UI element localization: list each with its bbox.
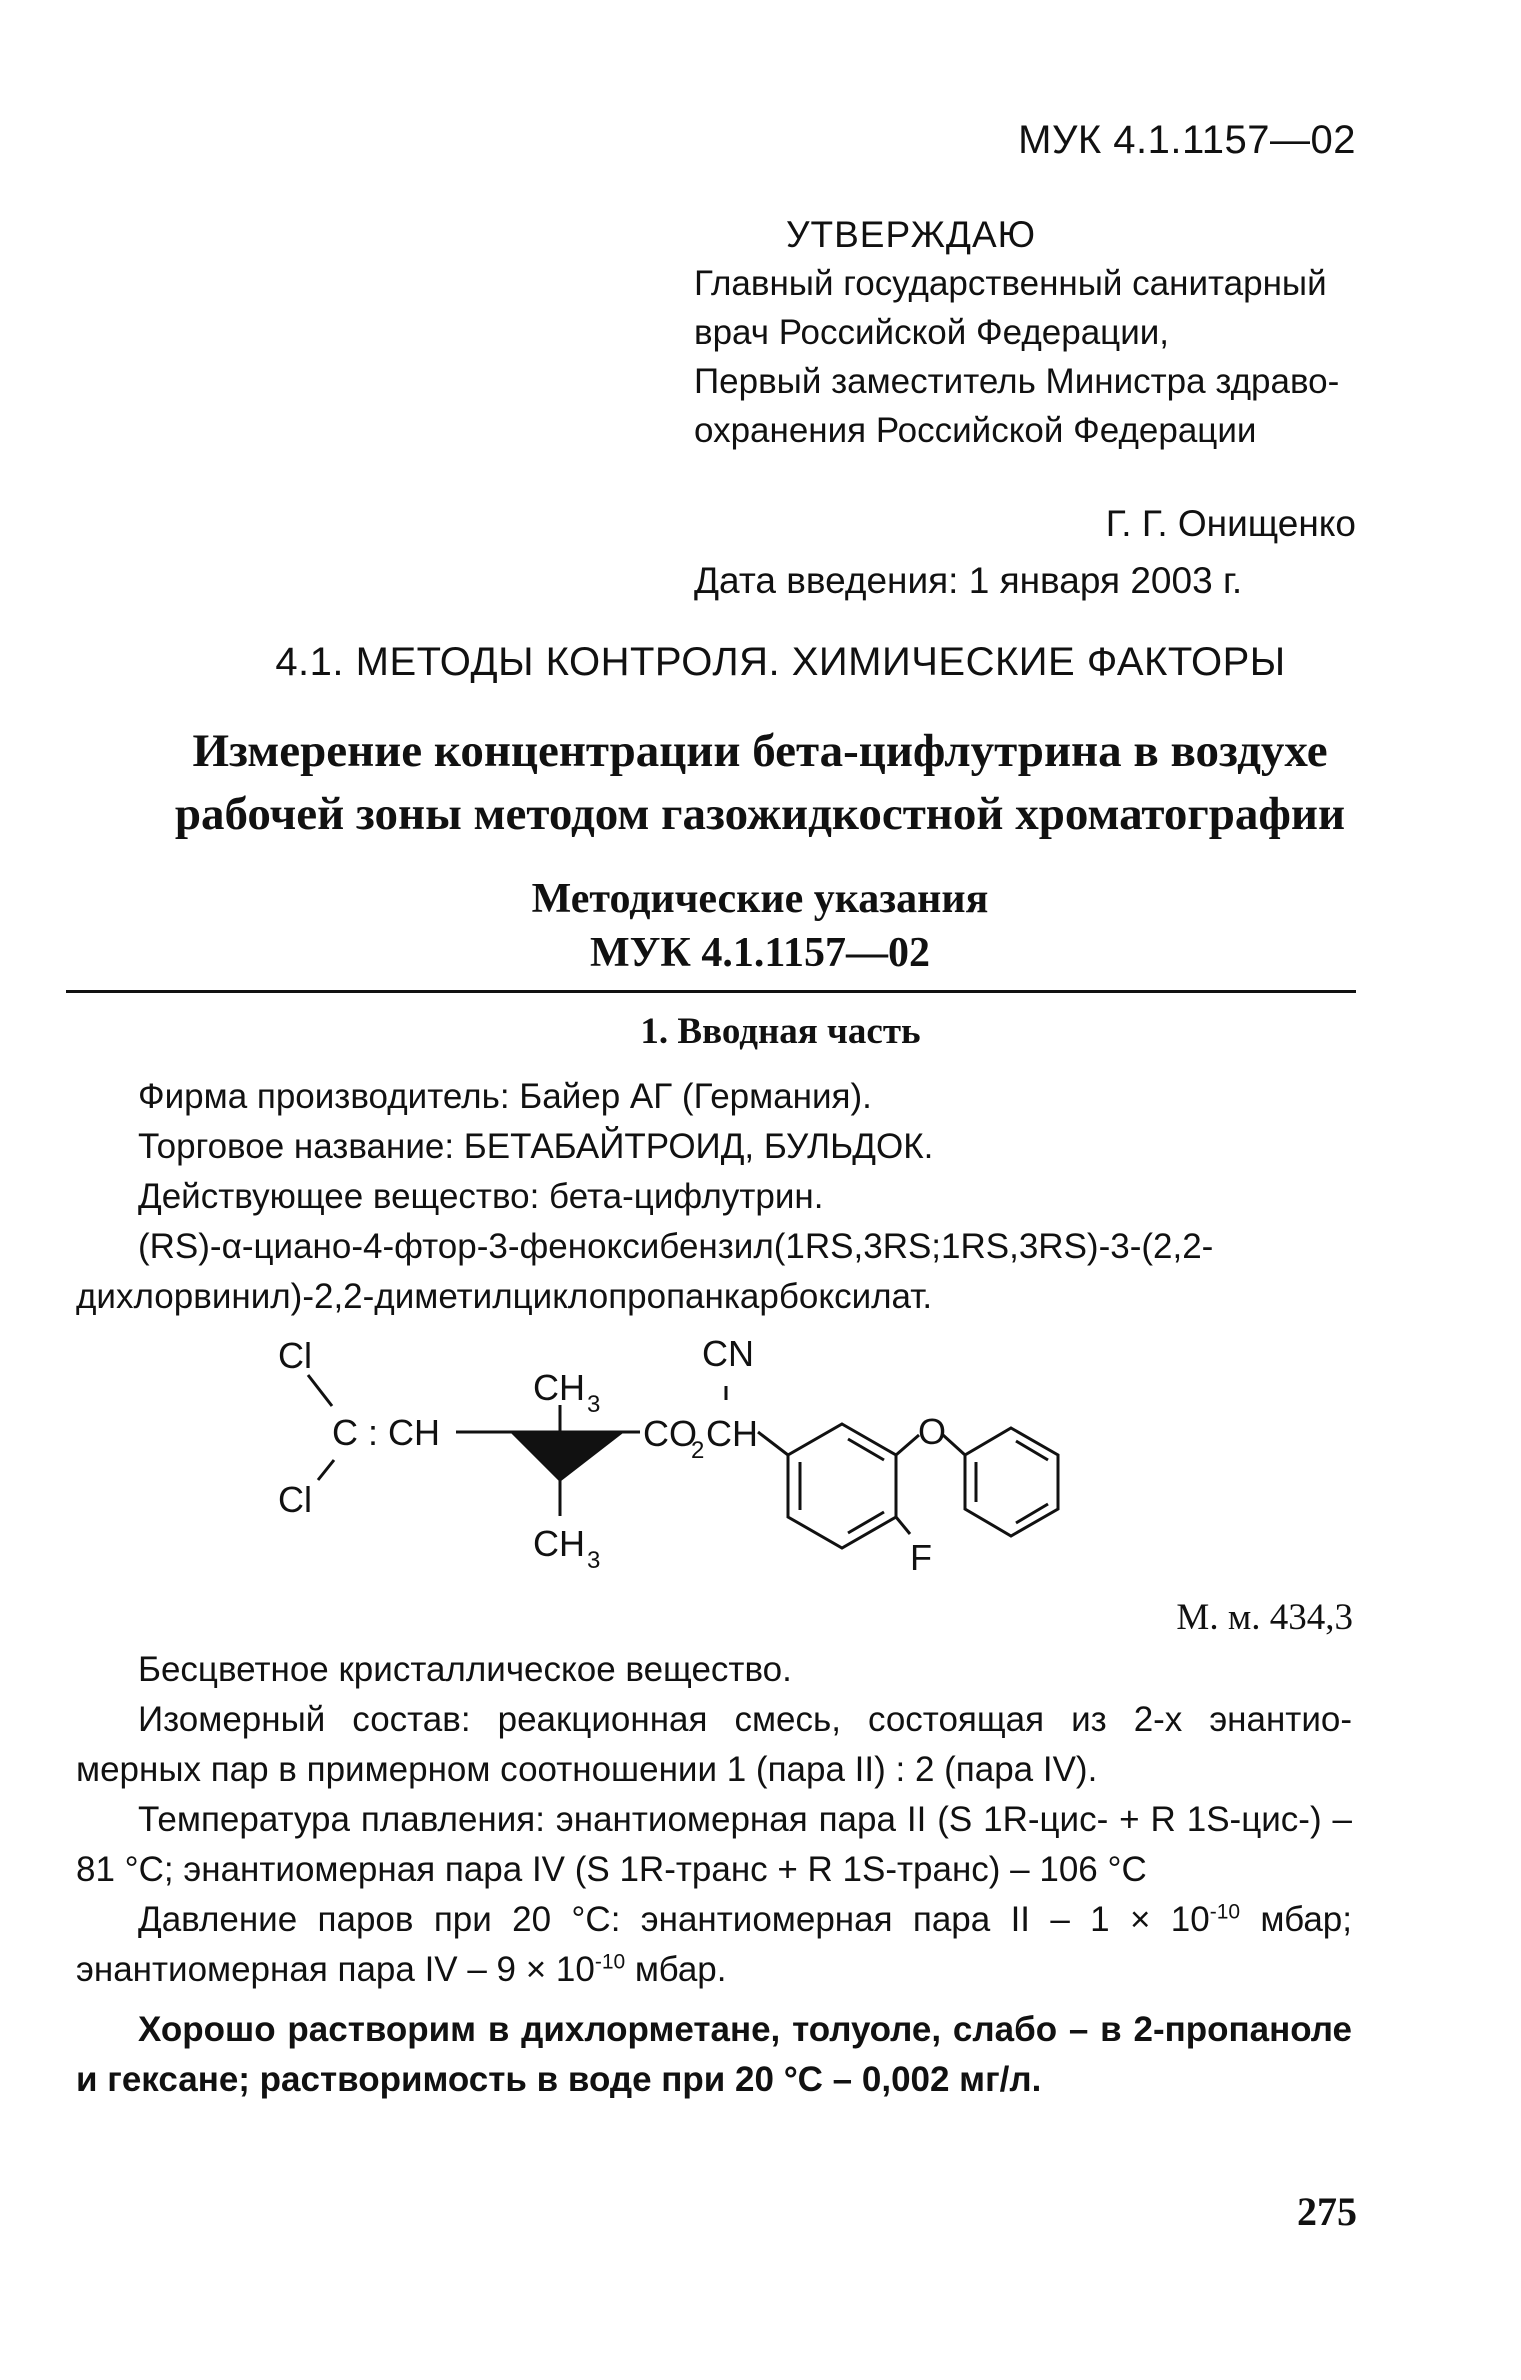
phenyl-ring [965, 1428, 1058, 1536]
bond-ether [896, 1435, 919, 1455]
intro-text [76, 1072, 1352, 1322]
vapor-pressure-paragraph [76, 1895, 1352, 1995]
approval-title: УТВЕРЖДАЮ [786, 214, 1037, 255]
label-sub-3: 3 [587, 1391, 601, 1418]
label-ch: CH [706, 1413, 758, 1454]
subtitle [60, 872, 1460, 980]
subtitle-code: МУК 4.1.1157—02 [589, 930, 931, 976]
vapor-text: Давление паров при 20 °С: энантиомерная пара II – 1 × 10 [138, 1900, 1210, 1939]
approval-line: врач Российской Федерации, [694, 313, 1170, 352]
main-title-line: рабочей зоны методом газожидкостной хроматографии [174, 788, 1346, 840]
main-title-line: Измерение концентрации бета-цифлутрина в воздухе [192, 725, 1328, 777]
vapor-exponent: -10 [1209, 1900, 1241, 1924]
label-cl-bottom: Cl [278, 1479, 312, 1520]
label-oxygen: O [918, 1411, 947, 1452]
label-ch3-bottom: CH [533, 1523, 585, 1564]
page-number: 275 [1297, 2189, 1357, 2234]
label-vinyl: C : CH [332, 1412, 440, 1453]
subtitle-line: Методические указания [531, 876, 989, 922]
section-header: 4.1. МЕТОДЫ КОНТРОЛЯ. ХИМИЧЕСКИЕ ФАКТОРЫ [275, 640, 1286, 684]
manufacturer-paragraph: Фирма производитель: Байер АГ (Германия). [138, 1077, 872, 1116]
vapor-text: мбар. [625, 1950, 727, 1989]
structural-formula-diagram [230, 1320, 1130, 1600]
trade-name-paragraph: Торговое название: БЕТАБАЙТРОИД, БУЛЬДОК. [138, 1127, 934, 1166]
formula-bonds [308, 1375, 1058, 1548]
label-cn: CN [702, 1333, 754, 1374]
aromatic-double-bond [1016, 1441, 1048, 1460]
document-code: МУК 4.1.1157—02 [1018, 118, 1356, 162]
bond-ether [943, 1435, 965, 1455]
label-cl-top: Cl [278, 1335, 312, 1376]
aromatic-double-bond [1016, 1504, 1048, 1523]
vapor-text: мбар; энантиомерная пара IV – 9 × 10 [76, 1900, 1352, 1989]
appearance-paragraph: Бесцветное кристаллическое вещество. [138, 1650, 792, 1689]
iupac-name-paragraph: (RS)-α-циано-4-фтор-3-феноксибензил(1RS,3RS;1RS,3RS)-3-(2,2-дихлорвинил)-2,2-диметилциклопропанкарбоксилат. [76, 1227, 1214, 1316]
aromatic-double-bond [848, 1512, 884, 1533]
label-ester: CO [643, 1413, 697, 1454]
approval-line: Первый заместитель Министра здраво- [694, 362, 1340, 401]
label-ch3-top: CH [533, 1367, 585, 1408]
bond-cl-c [318, 1460, 334, 1480]
bond-cl-c [308, 1375, 332, 1406]
bond-fluoro [896, 1517, 910, 1534]
main-title [60, 720, 1460, 846]
cyclopropane-wedge [512, 1432, 622, 1480]
section-title: 1. Вводная часть [640, 1011, 921, 1052]
label-sub-3: 3 [587, 1547, 601, 1574]
aromatic-double-bond [848, 1439, 884, 1460]
active-substance-paragraph: Действующее вещество: бета-цифлутрин. [138, 1177, 824, 1216]
solubility-paragraph: Хорошо растворим в дихлорметане, толуоле, слабо – в 2-пропаноле и гексане; растворимость в воде при 20 °С – 0,002 мг/л. [76, 2010, 1352, 2099]
approval-line: Главный государственный санитарный [694, 264, 1327, 303]
approval-block [694, 210, 1374, 605]
structural-formula [230, 1320, 1130, 1600]
melting-point-paragraph: Температура плавления: энантиомерная пара II (S 1R-цис- + R 1S-цис-) – 81 °С; энантиомерная пара IV (S 1R-транс + R 1S-транс) – 106 °С [76, 1800, 1352, 1889]
fluorophenyl-ring [788, 1424, 896, 1548]
bond-ring-link [758, 1432, 788, 1455]
label-fluorine: F [910, 1537, 932, 1578]
introduction-date: Дата введения: 1 января 2003 г. [694, 560, 1243, 601]
approval-line: охранения Российской Федерации [694, 411, 1257, 450]
label-sub-2: 2 [691, 1437, 705, 1464]
isomer-paragraph: Изомерный состав: реакционная смесь, состоящая из 2-х энантио-мерных пар в примерном соотношении 1 (пара II) : 2 (пара IV). [76, 1700, 1352, 1789]
approver-name: Г. Г. Онищенко [1105, 503, 1356, 544]
horizontal-rule [66, 990, 1356, 993]
vapor-exponent: -10 [594, 1950, 626, 1974]
molecular-weight: М. м. 434,3 [1176, 1597, 1353, 1638]
properties-text [76, 1645, 1352, 2105]
